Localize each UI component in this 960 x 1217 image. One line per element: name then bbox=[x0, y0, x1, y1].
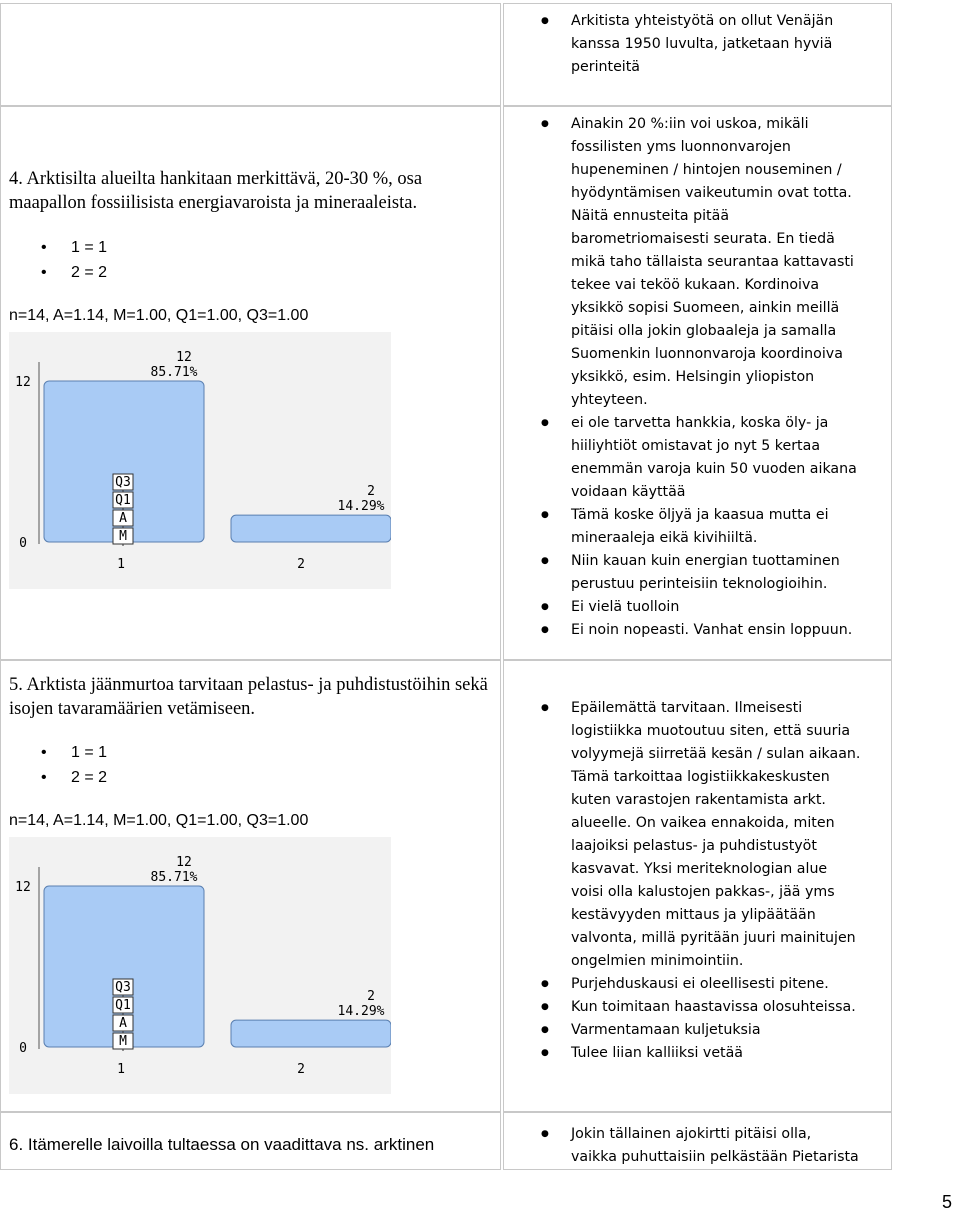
list-item: ● Jokin tällainen ajokirtti pitäisi olla, vaikka puhuttaisiin pelkästään Pietarista bbox=[541, 1123, 861, 1169]
x-tick-label: 1 bbox=[117, 557, 125, 572]
table-cell-answers-row3 bbox=[503, 1112, 892, 1170]
chart-svg bbox=[9, 332, 391, 589]
bar-count-label: 2 bbox=[367, 484, 375, 500]
table-cell-answers-row0 bbox=[503, 3, 892, 106]
question-title: 4. Arktisilta alueilta hankitaan merkittävä, 20-30 %, osa maapallon fossiilisista energiavaroista ja mineraaleista. bbox=[9, 169, 423, 213]
option-list bbox=[41, 740, 107, 790]
list-item: ● Ei noin nopeasti. Vanhat ensin loppuun. bbox=[541, 619, 861, 642]
x-tick-label: 1 bbox=[117, 1062, 125, 1077]
option-item: • 2 = 2 bbox=[41, 260, 107, 285]
statistics-line: n=14, A=1.14, M=1.00, Q1=1.00, Q3=1.00 bbox=[9, 812, 309, 829]
bar-count-label: 12 bbox=[176, 350, 192, 365]
bar-chart bbox=[9, 332, 391, 589]
table-cell-question-6 bbox=[0, 1112, 501, 1170]
table-cell-question-4 bbox=[0, 106, 501, 660]
table-cell-question-empty bbox=[0, 3, 501, 106]
option-item: • 1 = 1 bbox=[41, 740, 107, 765]
answer-list bbox=[541, 697, 861, 1065]
answer-list bbox=[541, 113, 861, 642]
bar-count-label: 12 bbox=[176, 855, 192, 870]
bar-percent-label: 14.29% bbox=[337, 1004, 385, 1020]
option-list bbox=[41, 235, 107, 285]
x-tick-label: 2 bbox=[297, 557, 305, 572]
list-item: ● Ei vielä tuolloin bbox=[541, 596, 861, 619]
marker-label: Q3 bbox=[115, 980, 131, 995]
y-tick-label: 0 bbox=[19, 536, 27, 551]
chart-svg bbox=[9, 837, 391, 1094]
list-item: ● Purjehduskausi ei oleellisesti pitene. bbox=[541, 973, 861, 996]
question-title: 5. Arktista jäänmurtoa tarvitaan pelastus- ja puhdistustöihin sekä isojen tavaramäärien vetämiseen. bbox=[9, 675, 488, 719]
bar bbox=[231, 1020, 391, 1047]
page-number: 5 bbox=[941, 1192, 952, 1212]
marker-label: M bbox=[119, 529, 127, 544]
option-item: • 2 = 2 bbox=[41, 765, 107, 790]
list-item: ● Niin kauan kuin energian tuottaminen perustuu perinteisiin teknologioihin. bbox=[541, 550, 861, 596]
x-tick-label: 2 bbox=[297, 1062, 305, 1077]
table-cell-answers-row1 bbox=[503, 106, 892, 660]
list-item: ● Tämä koske öljyä ja kaasua mutta ei mineraaleja eikä kivihiiltä. bbox=[541, 504, 861, 550]
marker-label: Q1 bbox=[115, 493, 131, 508]
answer-list bbox=[541, 1123, 861, 1169]
marker-label: A bbox=[119, 1016, 127, 1031]
list-item: ● ei ole tarvetta hankkia, koska öly- ja hiiliyhtiöt omistavat jo nyt 5 kertaa enemmän varoja kuin 50 vuoden aikana voidaan käyttää bbox=[541, 412, 861, 504]
bar-percent-label: 85.71% bbox=[150, 870, 198, 885]
marker-label: Q3 bbox=[115, 475, 131, 490]
list-item: ● Varmentamaan kuljetuksia bbox=[541, 1019, 861, 1042]
bar bbox=[231, 515, 391, 542]
list-item: ● Epäilemättä tarvitaan. Ilmeisesti logistiikka muotoutuu siten, että suuria volyymejä siirretää kesän / sulan aikaan. Tämä tarkoittaa logistiikkakeskusten kuten varastojen rakentamista arkt. alueelle. On vaikea ennakoida, miten laajoiksi pelastus- ja puhdistustyöt kasvavat. Yksi meriteknologian alue voisi olla kalustojen pakkas-, jää yms kestävyyden mittaus ja ylipäätään valvonta, millä pyritään juuri mainitujen ongelmien minimointiin. bbox=[541, 697, 861, 973]
option-item: • 1 = 1 bbox=[41, 235, 107, 260]
list-item: ● Kun toimitaan haastavissa olosuhteissa. bbox=[541, 996, 861, 1019]
list-item: ● Ainakin 20 %:iin voi uskoa, mikäli fossilisten yms luonnonvarojen hupeneminen / hintojen nouseminen / hyödyntämisen vaikeutumin ovat totta. Näitä ennusteita pitää barometriomaisesti seurata. En tiedä mikä taho tällaista seurantaa kattavasti tekee vai teköö kukaan. Kordinoiva yksikkö sopisi Suomeen, ainkin meillä pitäisi olla jokin globaaleja ja samalla Suomenkin luonnonvaroja koordinoiva yksikkö, esim. Helsingin yliopiston yhteyteen. bbox=[541, 113, 861, 412]
y-tick-label: 0 bbox=[19, 1041, 27, 1056]
bar-count-label: 2 bbox=[367, 989, 375, 1005]
table-cell-answers-row2 bbox=[503, 660, 892, 1112]
marker-label: M bbox=[119, 1034, 127, 1049]
bar-percent-label: 85.71% bbox=[150, 365, 198, 380]
bar-percent-label: 14.29% bbox=[337, 499, 385, 515]
question-title: 6. Itämerelle laivoilla tultaessa on vaadittava ns. arktinen bbox=[9, 1135, 435, 1154]
statistics-line: n=14, A=1.14, M=1.00, Q1=1.00, Q3=1.00 bbox=[9, 307, 309, 324]
marker-label: Q1 bbox=[115, 998, 131, 1013]
table-cell-question-5 bbox=[0, 660, 501, 1112]
y-tick-label: 12 bbox=[15, 880, 31, 895]
list-item: ● Tulee liian kalliiksi vetää bbox=[541, 1042, 861, 1065]
marker-label: A bbox=[119, 511, 127, 526]
y-tick-label: 12 bbox=[15, 375, 31, 390]
bar-chart bbox=[9, 837, 391, 1094]
list-item: ● Arkitista yhteistyötä on ollut Venäjän kanssa 1950 luvulta, jatketaan hyviä perinteitä bbox=[541, 10, 861, 79]
answer-list bbox=[541, 10, 861, 79]
